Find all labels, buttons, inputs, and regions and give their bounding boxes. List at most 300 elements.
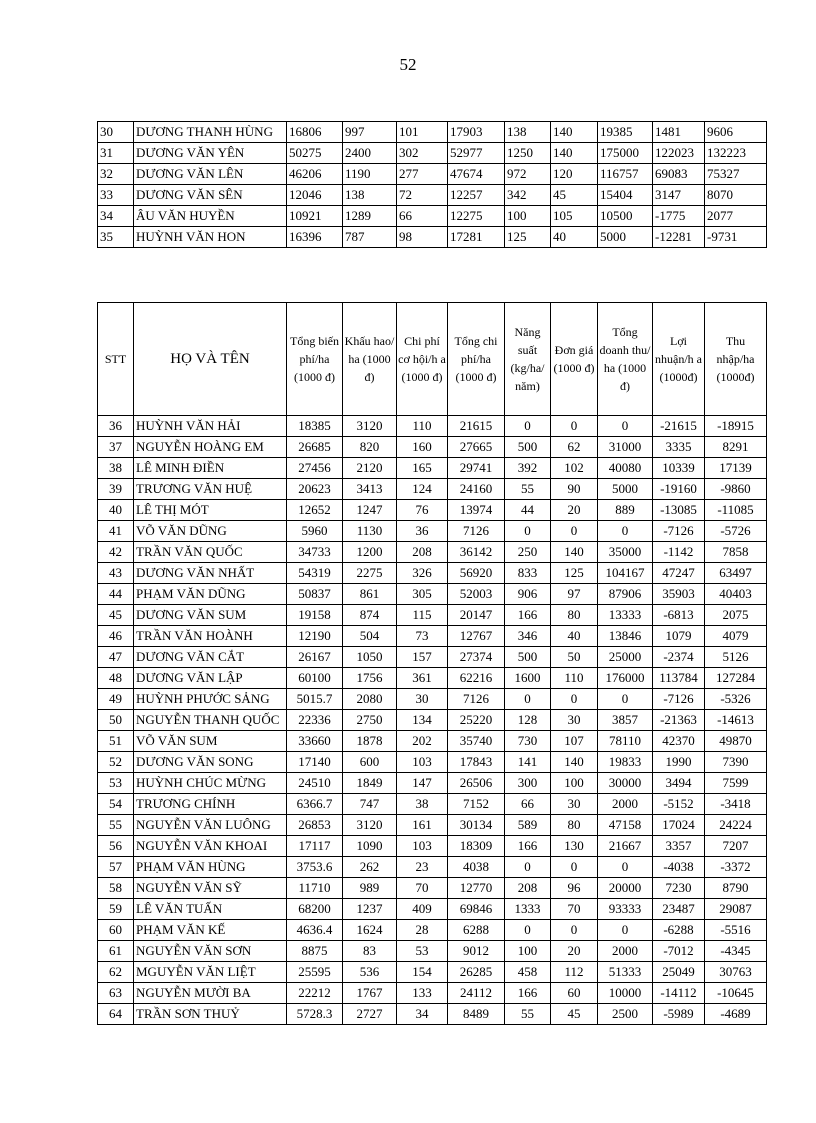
value-cell: -5726 (705, 521, 767, 542)
value-cell: 1247 (343, 500, 397, 521)
row-index-cell: 61 (98, 941, 134, 962)
row-index-cell: 48 (98, 668, 134, 689)
value-cell: 997 (343, 122, 397, 143)
value-cell: 29087 (705, 899, 767, 920)
value-cell: 102 (551, 458, 598, 479)
value-cell: 21615 (448, 416, 505, 437)
name-cell: VÕ VĂN SUM (134, 731, 287, 752)
value-cell: 53 (397, 941, 448, 962)
table-row (98, 542, 767, 563)
value-cell: 7126 (448, 689, 505, 710)
table-row (98, 479, 767, 500)
value-cell: 10921 (287, 206, 343, 227)
table-row (98, 458, 767, 479)
value-cell: 21667 (598, 836, 653, 857)
name-cell: TRƯƠNG VĂN HUỆ (134, 479, 287, 500)
value-cell: 160 (397, 437, 448, 458)
value-cell: 202 (397, 731, 448, 752)
value-cell: 104167 (598, 563, 653, 584)
value-cell: 17281 (448, 227, 505, 248)
value-cell: 90 (551, 479, 598, 500)
value-cell: 18309 (448, 836, 505, 857)
value-cell: 141 (505, 752, 551, 773)
name-cell: PHẠM VĂN HÙNG (134, 857, 287, 878)
value-cell: 10339 (653, 458, 705, 479)
value-cell: 157 (397, 647, 448, 668)
value-cell: 29741 (448, 458, 505, 479)
value-cell: 68200 (287, 899, 343, 920)
table-row (98, 794, 767, 815)
value-cell: 346 (505, 626, 551, 647)
table-row (98, 983, 767, 1004)
value-cell: 105 (551, 206, 598, 227)
value-cell: 51333 (598, 962, 653, 983)
row-index-cell: 51 (98, 731, 134, 752)
value-cell: 125 (551, 563, 598, 584)
value-cell: 24224 (705, 815, 767, 836)
value-cell: 3120 (343, 416, 397, 437)
table-row (98, 836, 767, 857)
value-cell: 262 (343, 857, 397, 878)
name-cell: HUỲNH PHƯỚC SẢNG (134, 689, 287, 710)
value-cell: 25220 (448, 710, 505, 731)
row-index-cell: 41 (98, 521, 134, 542)
value-cell: 9012 (448, 941, 505, 962)
value-cell: 504 (343, 626, 397, 647)
value-cell: 3753.6 (287, 857, 343, 878)
value-cell: 25595 (287, 962, 343, 983)
row-index-cell: 38 (98, 458, 134, 479)
value-cell: 17903 (448, 122, 505, 143)
value-cell: 4038 (448, 857, 505, 878)
value-cell: 38 (397, 794, 448, 815)
value-cell: 26506 (448, 773, 505, 794)
value-cell: 2000 (598, 794, 653, 815)
value-cell: -21615 (653, 416, 705, 437)
table-row (98, 773, 767, 794)
value-cell: 208 (397, 542, 448, 563)
value-cell: 3335 (653, 437, 705, 458)
value-cell: 0 (505, 689, 551, 710)
row-index-cell: 49 (98, 689, 134, 710)
value-cell: -5152 (653, 794, 705, 815)
name-cell: DƯƠNG THANH HÙNG (134, 122, 287, 143)
value-cell: 175000 (598, 143, 653, 164)
value-cell: 52977 (448, 143, 505, 164)
table-row (98, 437, 767, 458)
value-cell: 93333 (598, 899, 653, 920)
value-cell: 40 (551, 227, 598, 248)
value-cell: 80 (551, 815, 598, 836)
name-cell: LÊ THỊ MÓT (134, 500, 287, 521)
name-cell: NGUYỄN VĂN LUÔNG (134, 815, 287, 836)
value-cell: -11085 (705, 500, 767, 521)
value-cell: 30 (551, 794, 598, 815)
value-cell: 47247 (653, 563, 705, 584)
table-row (98, 143, 767, 164)
value-cell: -4345 (705, 941, 767, 962)
value-cell: 20623 (287, 479, 343, 500)
value-cell: 80 (551, 605, 598, 626)
value-cell: 140 (551, 752, 598, 773)
value-cell: 140 (551, 122, 598, 143)
value-cell: 100 (505, 941, 551, 962)
table-row (98, 962, 767, 983)
value-cell: 1237 (343, 899, 397, 920)
row-index-cell: 53 (98, 773, 134, 794)
value-cell: 3120 (343, 815, 397, 836)
value-cell: 8790 (705, 878, 767, 899)
value-cell: 7390 (705, 752, 767, 773)
value-cell: 1849 (343, 773, 397, 794)
value-cell: 40403 (705, 584, 767, 605)
value-cell: 30763 (705, 962, 767, 983)
value-cell: 16806 (287, 122, 343, 143)
value-cell: 12190 (287, 626, 343, 647)
value-cell: 1190 (343, 164, 397, 185)
name-cell: DƯƠNG VĂN SÊN (134, 185, 287, 206)
value-cell: -2374 (653, 647, 705, 668)
row-index-cell: 31 (98, 143, 134, 164)
value-cell: 305 (397, 584, 448, 605)
table-row (98, 689, 767, 710)
value-cell: 113784 (653, 668, 705, 689)
value-cell: 2500 (598, 1004, 653, 1025)
value-cell: 28 (397, 920, 448, 941)
value-cell: 0 (505, 416, 551, 437)
table-row (98, 920, 767, 941)
value-cell: 458 (505, 962, 551, 983)
value-cell: 7126 (448, 521, 505, 542)
value-cell: 36142 (448, 542, 505, 563)
value-cell: 0 (505, 920, 551, 941)
value-cell: 166 (505, 605, 551, 626)
value-cell: 302 (397, 143, 448, 164)
name-cell: HUỲNH VĂN HẢI (134, 416, 287, 437)
value-cell: 110 (551, 668, 598, 689)
value-cell: 25049 (653, 962, 705, 983)
value-cell: 12275 (448, 206, 505, 227)
value-cell: 13974 (448, 500, 505, 521)
value-cell: 124 (397, 479, 448, 500)
table-row (98, 752, 767, 773)
value-cell: 2400 (343, 143, 397, 164)
value-cell: 23487 (653, 899, 705, 920)
value-cell: 18385 (287, 416, 343, 437)
value-cell: 134 (397, 710, 448, 731)
value-cell: 12770 (448, 878, 505, 899)
value-cell: 30000 (598, 773, 653, 794)
value-cell: 2080 (343, 689, 397, 710)
value-cell: 100 (505, 206, 551, 227)
header-profit: Lợi nhuận/h a (1000đ) (653, 303, 705, 416)
value-cell: 24510 (287, 773, 343, 794)
value-cell: 8875 (287, 941, 343, 962)
table-row (98, 563, 767, 584)
value-cell: 19385 (598, 122, 653, 143)
name-cell: TRẦN VĂN HOÀNH (134, 626, 287, 647)
value-cell: 8291 (705, 437, 767, 458)
row-index-cell: 44 (98, 584, 134, 605)
value-cell: 127284 (705, 668, 767, 689)
name-cell: NGUYỄN VĂN SỸ (134, 878, 287, 899)
header-depreciation: Khấu hao/ ha (1000 đ) (343, 303, 397, 416)
value-cell: 7152 (448, 794, 505, 815)
value-cell: 0 (505, 857, 551, 878)
header-revenue: Tổng doanh thu/ ha (1000 đ) (598, 303, 653, 416)
name-cell: DƯƠNG VĂN CẮT (134, 647, 287, 668)
value-cell: 3857 (598, 710, 653, 731)
value-cell: 5728.3 (287, 1004, 343, 1025)
value-cell: 1600 (505, 668, 551, 689)
name-cell: MGUYỄN VĂN LIỆT (134, 962, 287, 983)
name-cell: LÊ VĂN TUẤN (134, 899, 287, 920)
table-row (98, 899, 767, 920)
value-cell: 5126 (705, 647, 767, 668)
value-cell: 72 (397, 185, 448, 206)
value-cell: 166 (505, 836, 551, 857)
value-cell: -19160 (653, 479, 705, 500)
value-cell: 1250 (505, 143, 551, 164)
table-row (98, 878, 767, 899)
row-index-cell: 54 (98, 794, 134, 815)
name-cell: PHẠM VĂN KẾ (134, 920, 287, 941)
value-cell: 70 (397, 878, 448, 899)
value-cell: 120 (551, 164, 598, 185)
value-cell: 3413 (343, 479, 397, 500)
name-cell: ÂU VĂN HUYỀN (134, 206, 287, 227)
value-cell: -1775 (653, 206, 705, 227)
value-cell: 6288 (448, 920, 505, 941)
table-main (97, 302, 767, 1025)
header-opportunity-cost: Chi phí cơ hội/h a (1000 đ) (397, 303, 448, 416)
value-cell: 60 (551, 983, 598, 1004)
value-cell: 30 (397, 689, 448, 710)
value-cell: 55 (505, 1004, 551, 1025)
table-row (98, 626, 767, 647)
value-cell: 1624 (343, 920, 397, 941)
value-cell: 326 (397, 563, 448, 584)
value-cell: 130 (551, 836, 598, 857)
value-cell: 0 (551, 689, 598, 710)
value-cell: 31000 (598, 437, 653, 458)
value-cell: 7230 (653, 878, 705, 899)
value-cell: 69846 (448, 899, 505, 920)
value-cell: 138 (343, 185, 397, 206)
value-cell: 536 (343, 962, 397, 983)
value-cell: -7126 (653, 689, 705, 710)
value-cell: 100 (551, 773, 598, 794)
table-row (98, 122, 767, 143)
value-cell: 1289 (343, 206, 397, 227)
value-cell: 103 (397, 752, 448, 773)
value-cell: 10000 (598, 983, 653, 1004)
value-cell: 60100 (287, 668, 343, 689)
row-index-cell: 58 (98, 878, 134, 899)
row-index-cell: 63 (98, 983, 134, 1004)
page-number: 52 (399, 55, 417, 74)
table-row (98, 668, 767, 689)
value-cell: 16396 (287, 227, 343, 248)
value-cell: 392 (505, 458, 551, 479)
value-cell: 63497 (705, 563, 767, 584)
row-index-cell: 55 (98, 815, 134, 836)
value-cell: 22336 (287, 710, 343, 731)
row-index-cell: 60 (98, 920, 134, 941)
name-cell: HUỲNH CHÚC MỪNG (134, 773, 287, 794)
value-cell: 69083 (653, 164, 705, 185)
value-cell: 277 (397, 164, 448, 185)
value-cell: 62 (551, 437, 598, 458)
value-cell: 35000 (598, 542, 653, 563)
value-cell: 40 (551, 626, 598, 647)
value-cell: 128 (505, 710, 551, 731)
row-index-cell: 36 (98, 416, 134, 437)
value-cell: 76 (397, 500, 448, 521)
value-cell: 66 (397, 206, 448, 227)
row-index-cell: 46 (98, 626, 134, 647)
value-cell: 989 (343, 878, 397, 899)
value-cell: 27374 (448, 647, 505, 668)
row-index-cell: 37 (98, 437, 134, 458)
row-index-cell: 35 (98, 227, 134, 248)
table-row (98, 1004, 767, 1025)
value-cell: 50275 (287, 143, 343, 164)
value-cell: 5015.7 (287, 689, 343, 710)
value-cell: 787 (343, 227, 397, 248)
table-row (98, 815, 767, 836)
value-cell: 62216 (448, 668, 505, 689)
value-cell: 154 (397, 962, 448, 983)
value-cell: 13333 (598, 605, 653, 626)
value-cell: 2000 (598, 941, 653, 962)
value-cell: 52003 (448, 584, 505, 605)
value-cell: 17024 (653, 815, 705, 836)
name-cell: TRƯƠNG CHÍNH (134, 794, 287, 815)
value-cell: 138 (505, 122, 551, 143)
value-cell: 110 (397, 416, 448, 437)
value-cell: 25000 (598, 647, 653, 668)
name-cell: DƯƠNG VĂN LẬP (134, 668, 287, 689)
value-cell: 35903 (653, 584, 705, 605)
row-index-cell: 34 (98, 206, 134, 227)
name-cell: DƯƠNG VĂN SONG (134, 752, 287, 773)
value-cell: 1200 (343, 542, 397, 563)
value-cell: 0 (598, 689, 653, 710)
value-cell: 165 (397, 458, 448, 479)
value-cell: 83 (343, 941, 397, 962)
value-cell: 2120 (343, 458, 397, 479)
value-cell: 70 (551, 899, 598, 920)
row-index-cell: 56 (98, 836, 134, 857)
value-cell: 66 (505, 794, 551, 815)
value-cell: 1090 (343, 836, 397, 857)
value-cell: 47158 (598, 815, 653, 836)
value-cell: 36 (397, 521, 448, 542)
value-cell: 906 (505, 584, 551, 605)
row-index-cell: 62 (98, 962, 134, 983)
value-cell: 0 (598, 416, 653, 437)
header-total-cost: Tổng chi phí/ha (1000 đ) (448, 303, 505, 416)
value-cell: -14112 (653, 983, 705, 1004)
table-header-row (98, 303, 767, 416)
value-cell: 19158 (287, 605, 343, 626)
row-index-cell: 43 (98, 563, 134, 584)
value-cell: 17843 (448, 752, 505, 773)
value-cell: 300 (505, 773, 551, 794)
value-cell: 0 (551, 416, 598, 437)
value-cell: 103 (397, 836, 448, 857)
value-cell: 30 (551, 710, 598, 731)
value-cell: 0 (551, 857, 598, 878)
value-cell: 12652 (287, 500, 343, 521)
value-cell: 42370 (653, 731, 705, 752)
value-cell: 20 (551, 500, 598, 521)
value-cell: 34733 (287, 542, 343, 563)
name-cell: VÕ VĂN DŨNG (134, 521, 287, 542)
value-cell: 35740 (448, 731, 505, 752)
value-cell: -7012 (653, 941, 705, 962)
value-cell: 1333 (505, 899, 551, 920)
value-cell: 49870 (705, 731, 767, 752)
value-cell: -13085 (653, 500, 705, 521)
value-cell: 22212 (287, 983, 343, 1004)
name-cell: NGUYỄN MƯỜI BA (134, 983, 287, 1004)
name-cell: NGUYỄN VĂN KHOAI (134, 836, 287, 857)
value-cell: 116757 (598, 164, 653, 185)
value-cell: 972 (505, 164, 551, 185)
name-cell: PHẠM VĂN DŨNG (134, 584, 287, 605)
value-cell: 2727 (343, 1004, 397, 1025)
value-cell: 2077 (705, 206, 767, 227)
value-cell: 161 (397, 815, 448, 836)
name-cell: DƯƠNG VĂN NHẤT (134, 563, 287, 584)
value-cell: 17117 (287, 836, 343, 857)
value-cell: 20000 (598, 878, 653, 899)
name-cell: DƯƠNG VĂN LÊN (134, 164, 287, 185)
table-row (98, 584, 767, 605)
value-cell: 12257 (448, 185, 505, 206)
name-cell: DƯƠNG VĂN SUM (134, 605, 287, 626)
value-cell: 500 (505, 647, 551, 668)
value-cell: 10500 (598, 206, 653, 227)
name-cell: TRẦN VĂN QUỐC (134, 542, 287, 563)
value-cell: 125 (505, 227, 551, 248)
value-cell: -5326 (705, 689, 767, 710)
value-cell: 27665 (448, 437, 505, 458)
table-row (98, 500, 767, 521)
value-cell: 33660 (287, 731, 343, 752)
value-cell: 19833 (598, 752, 653, 773)
row-index-cell: 33 (98, 185, 134, 206)
value-cell: 1756 (343, 668, 397, 689)
value-cell: -10645 (705, 983, 767, 1004)
value-cell: -9731 (705, 227, 767, 248)
value-cell: 12046 (287, 185, 343, 206)
header-stt: STT (98, 303, 134, 416)
value-cell: 1767 (343, 983, 397, 1004)
value-cell: -9860 (705, 479, 767, 500)
table-continuation (97, 121, 767, 248)
value-cell: 8070 (705, 185, 767, 206)
header-variable-cost: Tổng biến phí/ha (1000 đ) (287, 303, 343, 416)
name-cell: HUỲNH VĂN HON (134, 227, 287, 248)
header-yield: Năng suất (kg/ha/ năm) (505, 303, 551, 416)
value-cell: 26285 (448, 962, 505, 983)
value-cell: 1130 (343, 521, 397, 542)
value-cell: 133 (397, 983, 448, 1004)
row-index-cell: 52 (98, 752, 134, 773)
